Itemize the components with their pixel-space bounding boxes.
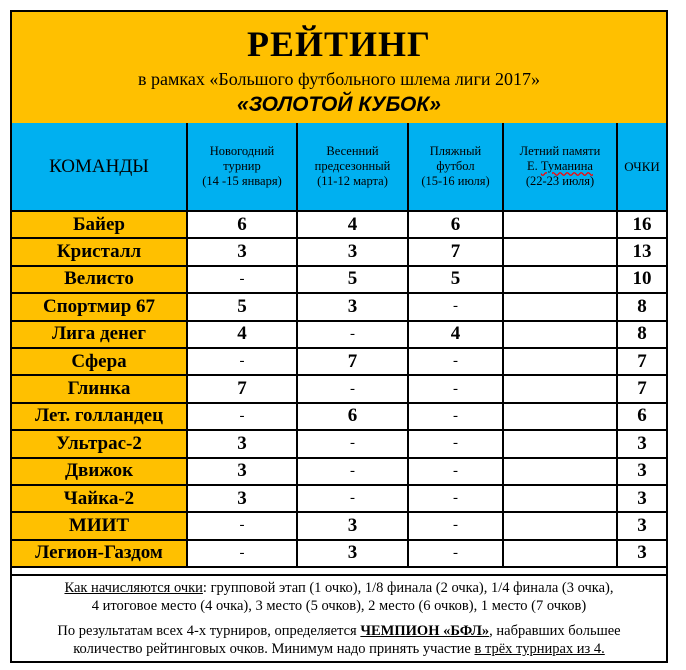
column-header-tournament-3 [408,123,503,211]
tournament-score-t1: 3 [187,430,297,457]
tournament-score-t1: 5 [187,293,297,320]
tournament-score-t3: - [408,348,503,375]
column-header-line [504,159,616,174]
tournament-score-t3: - [408,512,503,539]
team-name: Лет. голландец [12,403,187,430]
column-header-line: Летний памяти [519,144,601,158]
team-name: Кристалл [12,238,187,265]
tournament-score-t3: 7 [408,238,503,265]
tournament-score-t4 [503,375,617,402]
total-points: 8 [617,321,666,348]
tournament-score-t4 [503,485,617,512]
tournament-score-t4 [503,540,617,567]
tournament-score-t4 [503,512,617,539]
tournament-score-t2: - [297,375,408,402]
tournament-score-t1: - [187,266,297,293]
tournament-score-t4 [503,238,617,265]
total-points: 7 [617,348,666,375]
tournament-score-t3: - [408,540,503,567]
page-title: РЕЙТИНГ [247,24,431,64]
column-header-line: предсезонный [314,159,391,173]
tournament-score-t1: 6 [187,211,297,238]
tournament-score-t3: - [408,293,503,320]
cup-title: «ЗОЛОТОЙ КУБОК» [237,93,441,116]
scoring-label: Как начисляются очки [64,580,203,596]
tournament-score-t4 [503,293,617,320]
tournament-score-t4 [503,321,617,348]
tournament-score-t2: - [297,485,408,512]
team-name: Глинка [12,375,187,402]
column-header-line: Новогодний [209,144,275,158]
tournament-score-t2: 6 [297,403,408,430]
tournament-score-t4 [503,403,617,430]
tournament-score-t4 [503,266,617,293]
table-row [12,512,666,539]
total-points: 8 [617,293,666,320]
tournament-score-t3: - [408,403,503,430]
table-row [12,211,666,238]
tournament-score-t3: - [408,375,503,402]
rule-part-1: По результатам всех 4-х турниров, определяется [57,623,361,639]
tournament-score-t1: - [187,540,297,567]
total-points: 3 [617,540,666,567]
total-points: 16 [617,211,666,238]
column-header-teams: КОМАНДЫ [12,123,187,211]
scoring-notes [12,574,666,663]
tournament-score-t2: 3 [297,238,408,265]
team-name: Велисто [12,266,187,293]
table-row [12,293,666,320]
tournament-score-t2: 3 [297,512,408,539]
column-header-tournament-4 [503,123,617,211]
team-name: Движок [12,458,187,485]
table-row [12,321,666,348]
tournament-score-t1: - [187,512,297,539]
table-row [12,430,666,457]
table-row [12,375,666,402]
table-row [12,403,666,430]
tournament-score-t1: 4 [187,321,297,348]
total-points: 13 [617,238,666,265]
total-points: 7 [617,375,666,402]
rating-header [12,12,666,125]
column-header-line: футбол [436,159,475,173]
champion-rule [12,622,666,658]
tournament-score-t2: 3 [297,540,408,567]
column-header-tournament-2 [297,123,408,211]
column-header-tournament-1 [187,123,297,211]
column-header-line: (11-12 марта) [317,174,388,188]
tournament-score-t4 [503,211,617,238]
column-header-line: Весенний [326,144,379,158]
rule-part-3: количество рейтинговых очков. Минимум надо принять участие [73,641,475,657]
team-name: Сфера [12,348,187,375]
tournament-score-t2: 4 [297,211,408,238]
table-row [12,485,666,512]
total-points: 10 [617,266,666,293]
tournament-score-t3: - [408,458,503,485]
table-row [12,238,666,265]
table-row [12,348,666,375]
column-header-initial: Е. [527,159,541,173]
total-points: 3 [617,485,666,512]
total-points: 3 [617,512,666,539]
tournament-score-t2: - [297,321,408,348]
tournament-score-t4 [503,430,617,457]
team-name: Спортмир 67 [12,293,187,320]
total-points: 3 [617,458,666,485]
rating-table [12,123,666,568]
table-row [12,540,666,567]
team-name: Лига денег [12,321,187,348]
tournament-score-t1: 3 [187,458,297,485]
tournament-score-t2: - [297,458,408,485]
tournament-score-t3: - [408,430,503,457]
champion-title: ЧЕМПИОН «БФЛ» [360,623,490,639]
total-points: 6 [617,403,666,430]
team-name: МИИТ [12,512,187,539]
team-name: Чайка-2 [12,485,187,512]
column-header-line: (22-23 июля) [525,174,595,188]
column-header-points: ОЧКИ [617,123,666,211]
tournament-score-t1: 3 [187,485,297,512]
column-header-surname: Туманина [540,159,593,173]
total-points: 3 [617,430,666,457]
tournament-score-t4 [503,458,617,485]
tournament-score-t3: 6 [408,211,503,238]
minimum-participation: в трёх турнирах из 4. [474,641,605,657]
column-header-line: турнир [223,159,261,173]
tournament-score-t3: 5 [408,266,503,293]
team-name: Ультрас-2 [12,430,187,457]
tournament-score-t2: 7 [297,348,408,375]
team-name: Байер [12,211,187,238]
tournament-score-t2: 3 [297,293,408,320]
tournament-score-t3: - [408,485,503,512]
tournament-score-t3: 4 [408,321,503,348]
table-row [12,458,666,485]
scoring-explanation [12,579,666,615]
rating-sheet [10,10,668,663]
rule-part-2: , набравших большее [489,623,621,639]
column-header-line: Пляжный [429,144,482,158]
team-name: Легион-Газдом [12,540,187,567]
table-header-row [12,123,666,211]
tournament-score-t4 [503,348,617,375]
tournament-score-t2: - [297,430,408,457]
tournament-score-t1: - [187,403,297,430]
scoring-line-2: 4 итоговое место (4 очка), 3 место (5 очков), 2 место (6 очков), 1 место (7 очков) [91,598,587,614]
table-row [12,266,666,293]
scoring-line-1: : групповой этап (1 очко), 1/8 финала (2 очка), 1/4 финала (3 очка), [202,580,614,596]
tournament-score-t1: 7 [187,375,297,402]
column-header-line: (14 -15 января) [202,174,282,188]
tournament-score-t1: 3 [187,238,297,265]
tournament-score-t2: 5 [297,266,408,293]
column-header-line: (15-16 июля) [421,174,490,188]
page-subtitle: в рамках «Большого футбольного шлема лиги 2017» [138,69,540,89]
tournament-score-t1: - [187,348,297,375]
